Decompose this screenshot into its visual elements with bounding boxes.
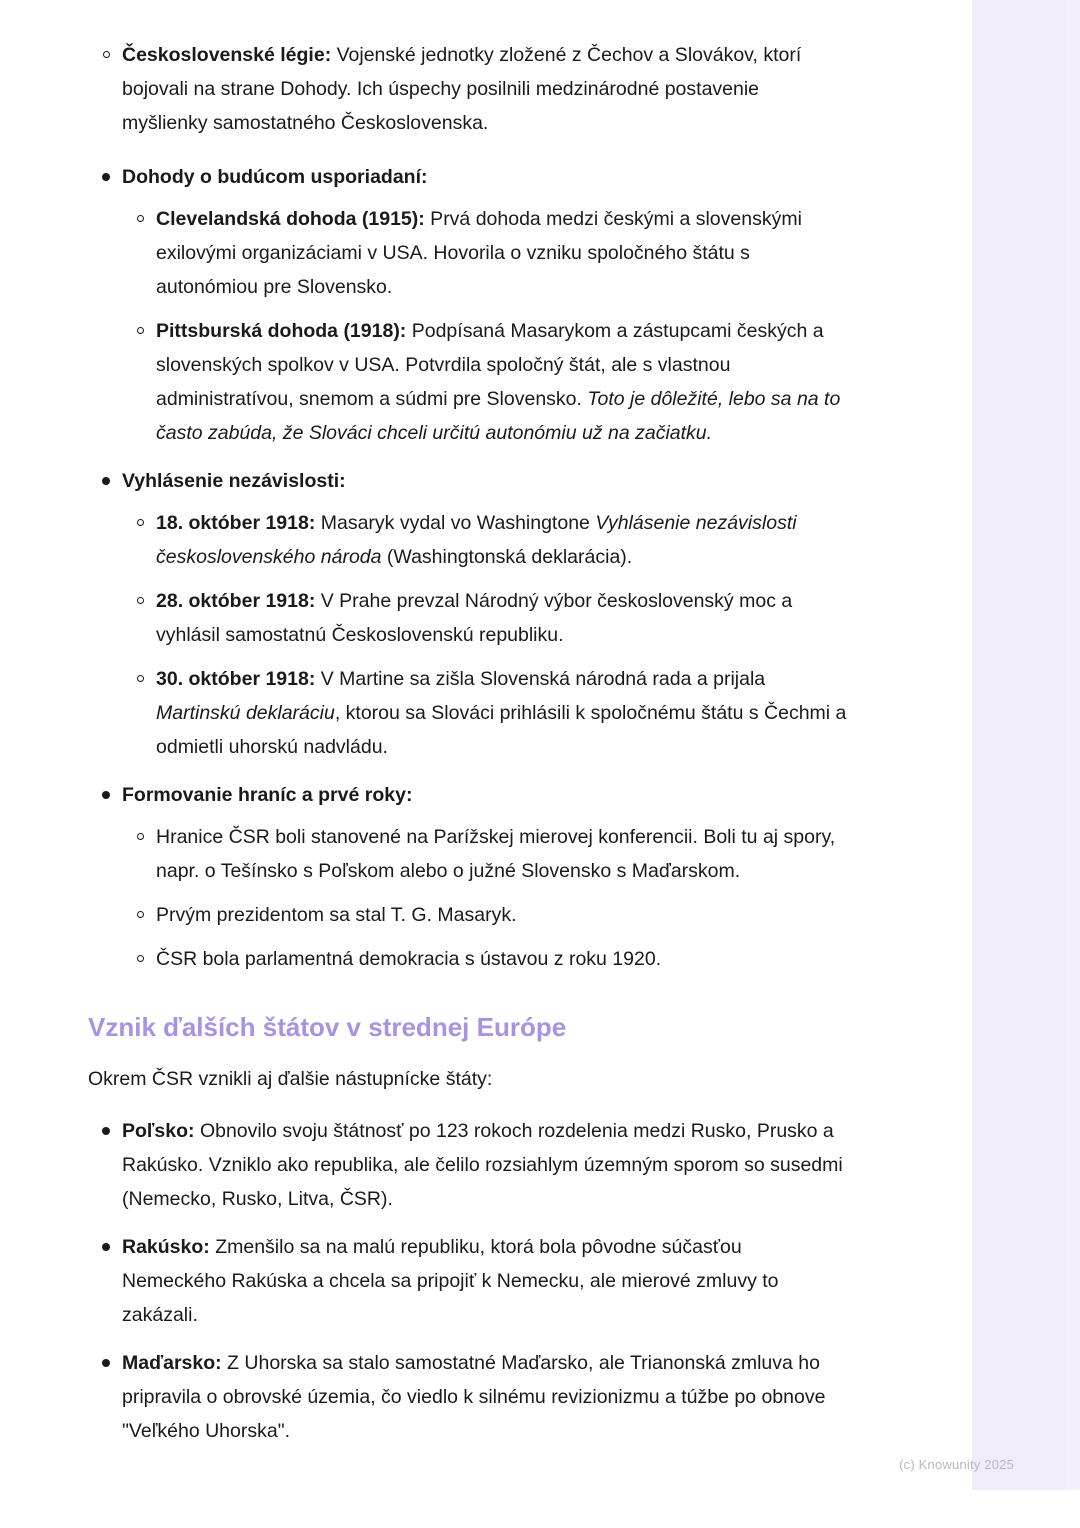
list-item-body: Masaryk vydal vo Washingtone — [315, 512, 596, 534]
section-intro-text: Okrem ČSR vznikli aj ďalšie nástupnícke štáty: — [88, 1068, 493, 1090]
list-item-text: ČSR bola parlamentná demokracia s ústavou z roku 1920. — [156, 948, 662, 970]
list-item-text: Hranice ČSR boli stanovené na Parížskej mierovej konferencii. Boli tu aj spory, napr. o Tešínsko s Poľskom alebo o južné Slovensko s Maďarskom. — [156, 826, 836, 882]
legions-sublist — [88, 38, 848, 140]
section-agreements-sublist — [122, 202, 848, 450]
list-item-tail: (Washingtonská deklarácia). — [381, 546, 633, 568]
list-item-lead: Clevelandská dohoda (1915): — [156, 208, 425, 230]
list-item — [88, 38, 848, 140]
list-item — [122, 942, 848, 976]
list-item-text — [122, 1120, 843, 1210]
list-item — [122, 314, 848, 450]
page-section-title: Vznik ďalších štátov v strednej Európe — [88, 1012, 567, 1042]
list-item-lead: 28. október 1918: — [156, 590, 316, 612]
section-heading: Vyhlásenie nezávislosti: — [122, 470, 346, 492]
list-item-body: Prvá dohoda medzi českými a slovenskými exilovými organizáciami v USA. Hovorila o vzniku spoločného štátu s autonómiou pre Slovensko. — [156, 208, 802, 298]
list-item-text — [156, 590, 792, 646]
list-item-text — [122, 1352, 825, 1442]
list-item-body: Zmenšilo sa na malú republiku, ktorá bola pôvodne súčasťou Nemeckého Rakúska a chcela sa pripojiť k Nemecku, ale mierové zmluvy to zakázali. — [122, 1236, 779, 1326]
list-item-body: V Prahe prevzal Národný výbor československý moc a vyhlásil samostatnú Československú republiku. — [156, 590, 793, 646]
list-item-text — [156, 668, 846, 758]
list-item — [122, 584, 848, 652]
list-item — [122, 820, 848, 888]
right-side-panel — [972, 0, 1080, 1490]
right-side-panel-inner — [972, 0, 1066, 1490]
list-item-note: Toto je dôležité, lebo sa na to často zabúda, že Slováci chceli určitú autonómiu už na začiatku. — [156, 388, 841, 444]
successor-states-list — [88, 1114, 848, 1448]
section-agreements — [88, 160, 848, 450]
list-item-lead: 30. október 1918: — [156, 668, 316, 690]
list-item-lead: 18. október 1918: — [156, 512, 316, 534]
document-content — [88, 38, 848, 1462]
list-item-text — [156, 320, 840, 444]
list-item-body: Z Uhorska sa stalo samostatné Maďarsko, ale Trianonská zmluva ho pripravila o obrovské územia, čo viedlo k silnému revizionizmu a túžbe po obnove "Veľkého Uhorska". — [122, 1352, 826, 1442]
section-independence-sublist — [122, 506, 848, 764]
list-item-text — [122, 1236, 779, 1326]
list-item-lead: Poľsko: — [122, 1120, 195, 1142]
list-item-lead: Maďarsko: — [122, 1352, 222, 1374]
list-item — [122, 898, 848, 932]
list-item-lead: Československé légie: — [122, 44, 332, 66]
list-item-text — [156, 208, 802, 298]
copyright-watermark: (c) Knowunity 2025 — [899, 1457, 1014, 1472]
list-item — [88, 1230, 848, 1332]
list-item — [122, 662, 848, 764]
list-item-text: Prvým prezidentom sa stal T. G. Masaryk. — [156, 904, 517, 926]
list-item-body: Vojenské jednotky zložené z Čechov a Slovákov, ktorí bojovali na strane Dohody. Ich úspechy posilnili medzinárodné postavenie myšlienky samostatného Československa. — [122, 44, 802, 134]
list-item — [88, 1346, 848, 1448]
list-item — [88, 1114, 848, 1216]
section-heading: Formovanie hraníc a prvé roky: — [122, 784, 413, 806]
section-heading: Dohody o budúcom usporiadaní: — [122, 166, 428, 188]
list-item-body: Obnovilo svoju štátnosť po 123 rokoch rozdelenia medzi Rusko, Prusko a Rakúsko. Vzniklo ako republika, ale čelilo rozsiahlym územným sporom so susedmi (Nemecko, Rusko, Litva, ČSR). — [122, 1120, 843, 1210]
list-item-body: Podpísaná Masarykom a zástupcami českých a slovenských spolkov v USA. Potvrdila spoločný štát, ale s vlastnou administratívou, snemom a súdmi pre Slovensko. — [156, 320, 824, 410]
main-bullet-list — [88, 160, 848, 976]
list-item — [122, 506, 848, 574]
list-item-text — [156, 512, 797, 568]
section-independence — [88, 464, 848, 764]
list-item — [122, 202, 848, 304]
list-item-title-italic: Martinskú deklaráciu — [156, 702, 335, 724]
list-item-lead: Pittsburská dohoda (1918): — [156, 320, 407, 342]
list-item-title-italic: Vyhlásenie nezávislosti československého národa — [156, 512, 797, 568]
list-item-text — [122, 44, 801, 134]
list-item-tail: , ktorou sa Slováci prihlásili k spoločnému štátu s Čechmi a odmietli uhorskú nadvládu. — [156, 702, 847, 758]
section-borders — [88, 778, 848, 976]
section-borders-sublist — [122, 820, 848, 976]
list-item-body: V Martine sa zišla Slovenská národná rada a prijala — [315, 668, 766, 690]
list-item-lead: Rakúsko: — [122, 1236, 210, 1258]
